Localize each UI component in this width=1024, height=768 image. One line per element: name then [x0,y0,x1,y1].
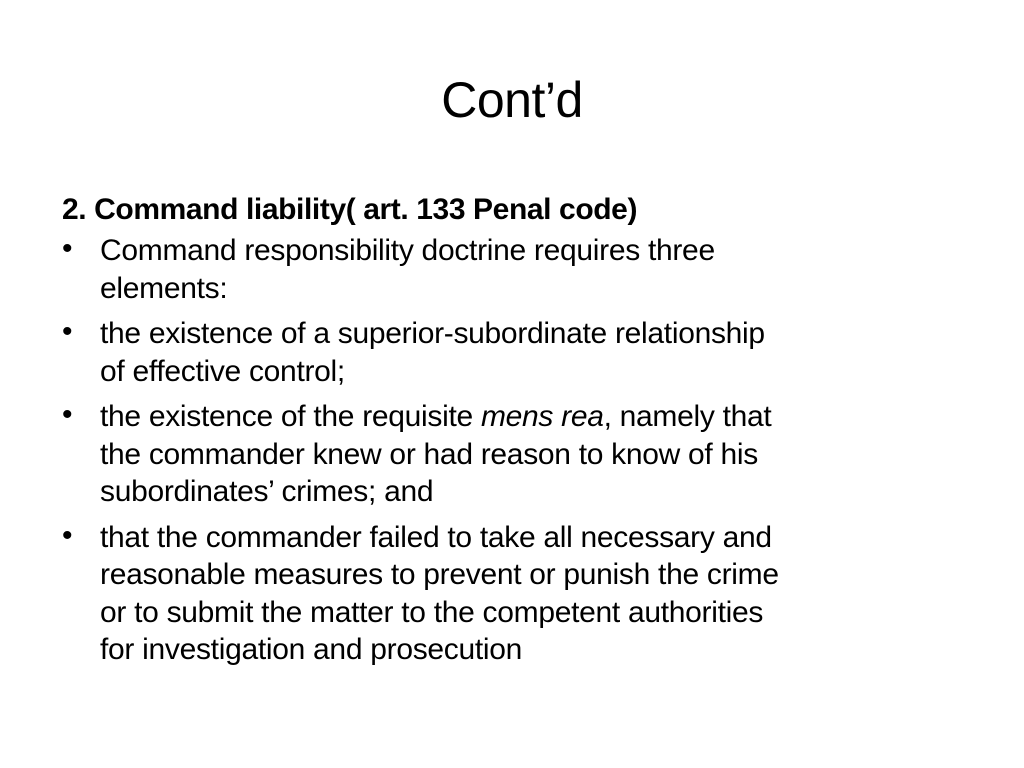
bullet-dot-icon: • [62,518,73,552]
bullet-text [100,519,962,669]
bullet-line: reasonable measures to prevent or punish the crime [100,558,779,591]
bullet-text [100,232,962,307]
bullet-dot-icon: • [62,398,73,431]
bullet-item-4 [62,519,962,669]
bullet-item-2 [62,315,962,390]
slide-body [62,190,962,677]
bullet-line [100,398,962,436]
bullet-dot-icon: • [62,232,73,265]
bullet-text [100,315,962,390]
bullet-item-1 [62,232,962,307]
slide-title: Cont’d [441,72,583,128]
bullet-line-segment: the existence of the requisite [100,400,481,433]
bullet-line: of effective control; [100,354,345,388]
bullet-list [62,232,962,669]
bullet-line: subordinates’ crimes; and [100,475,434,508]
section-heading: 2. Command liability( art. 133 Penal code) [62,193,638,226]
bullet-line: for investigation and prosecution [100,633,523,666]
italic-term: mens rea [480,400,604,433]
bullet-line: that the commander failed to take all necessary and [100,520,772,554]
bullet-item-3 [62,398,962,511]
bullet-line: Command responsibility doctrine requires three [100,234,715,267]
bullet-line: the existence of a superior-subordinate relationship [100,317,765,350]
bullet-line: elements: [100,271,228,305]
bullet-dot-icon: • [62,315,73,348]
bullet-line-segment: , namely that [603,400,772,433]
bullet-line: or to submit the matter to the competent authorities [100,595,764,629]
bullet-line: the commander knew or had reason to know of his [100,437,758,471]
bullet-text [100,398,962,511]
